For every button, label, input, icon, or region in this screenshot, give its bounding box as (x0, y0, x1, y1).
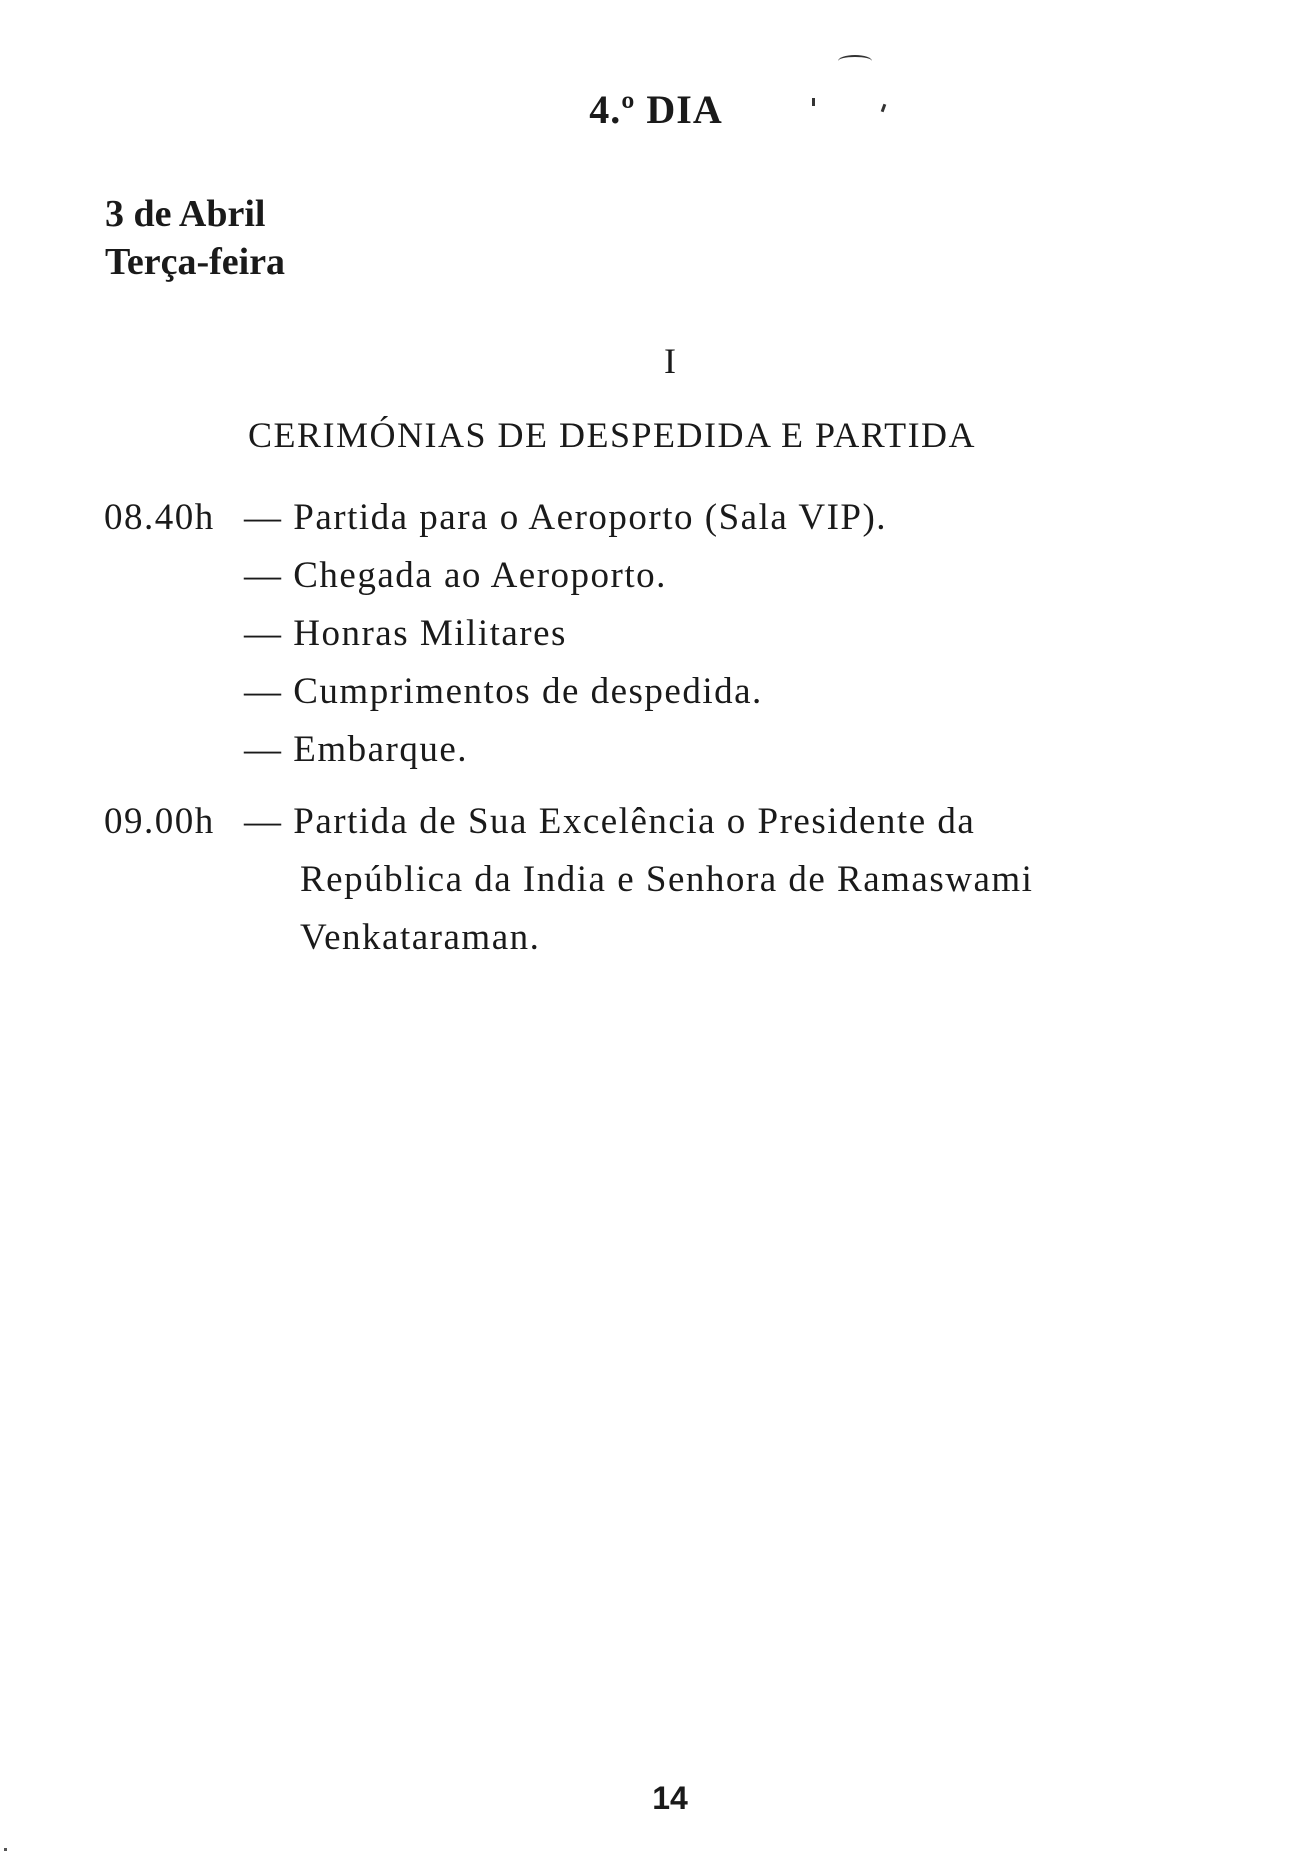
date-weekday: Terça-feira (105, 241, 286, 283)
page-number: 14 (652, 1780, 688, 1816)
entry-line: — Partida para o Aeroporto (Sala VIP). (244, 497, 888, 538)
scan-artifact-speck (4, 1848, 7, 1851)
scan-artifact-mark (838, 55, 872, 67)
section-title: CERIMÓNIAS DE DESPEDIDA E PARTIDA (248, 415, 977, 455)
entry-lines (244, 496, 887, 786)
entry-line: — Chegada ao Aeroporto. (244, 555, 667, 596)
entry-line: — Cumprimentos de despedida. (244, 671, 763, 712)
entry-lines (244, 800, 1033, 974)
entry-time: 08.40h (104, 497, 215, 538)
date-block (105, 190, 285, 286)
entry-line: — Honras Militares (244, 613, 567, 654)
entry-line: República da India e Senhora de Ramaswami (300, 859, 1034, 900)
entry-line: Venkataraman. (300, 917, 541, 958)
entry-line: — Embarque. (244, 729, 469, 770)
day-heading: 4.º DIA (589, 87, 723, 132)
entry-time: 09.00h (104, 801, 215, 842)
entry-line: — Partida de Sua Excelência o Presidente da (244, 801, 976, 842)
section-number: I (664, 341, 676, 381)
date-day-month: 3 de Abril (105, 193, 266, 235)
